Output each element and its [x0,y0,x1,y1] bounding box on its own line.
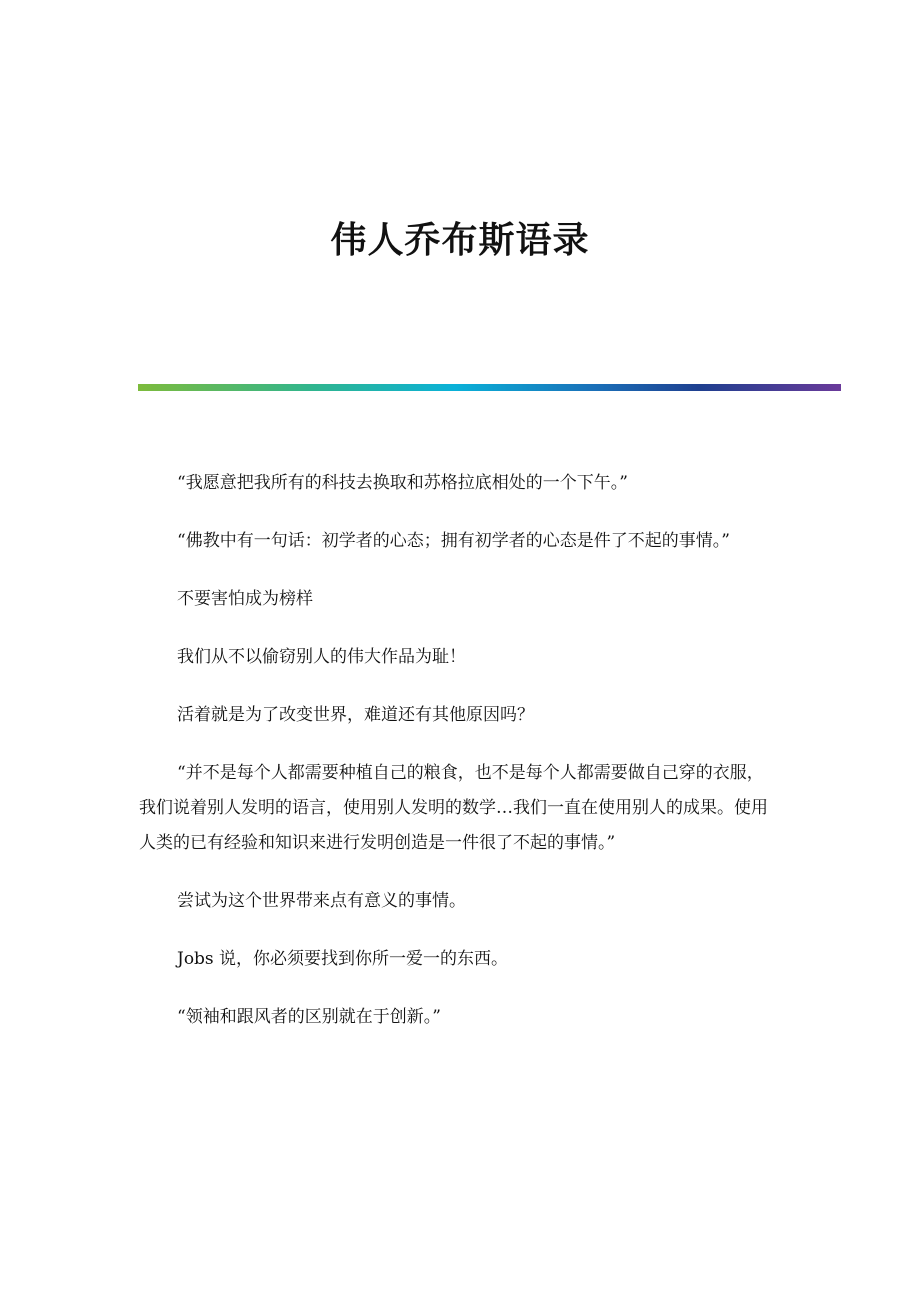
paragraph-4: 我们从不以偷窃别人的伟大作品为耻！ [177,647,466,667]
paragraph-5: 活着就是为了改变世界，难道还有其他原因吗？ [177,705,534,725]
document-body [139,466,779,1058]
paragraph-6: “并不是每个人都需要种植自己的粮食，也不是每个人都需要做自己穿的衣服，我们说着别人发明的语言，使用别人发明的数学…我们一直在使用别人的成果。使用人类的已有经验和知识来进行发明创造是一件很了不起的事情。” [139,763,768,853]
document-title: 伟人乔布斯语录 [330,219,590,261]
paragraph-8: Jobs 说，你必须要找到你所一爱一的东西。 [177,949,509,969]
paragraph-1: “我愿意把我所有的科技去换取和苏格拉底相处的一个下午。” [177,473,628,493]
paragraph-2: “佛教中有一句话：初学者的心态；拥有初学者的心态是件了不起的事情。” [177,531,730,551]
paragraph-7: 尝试为这个世界带来点有意义的事情。 [177,891,466,911]
paragraph-3: 不要害怕成为榜样 [177,589,313,609]
gradient-divider [138,384,841,391]
paragraph-9: “领袖和跟风者的区别就在于创新。” [177,1007,441,1027]
